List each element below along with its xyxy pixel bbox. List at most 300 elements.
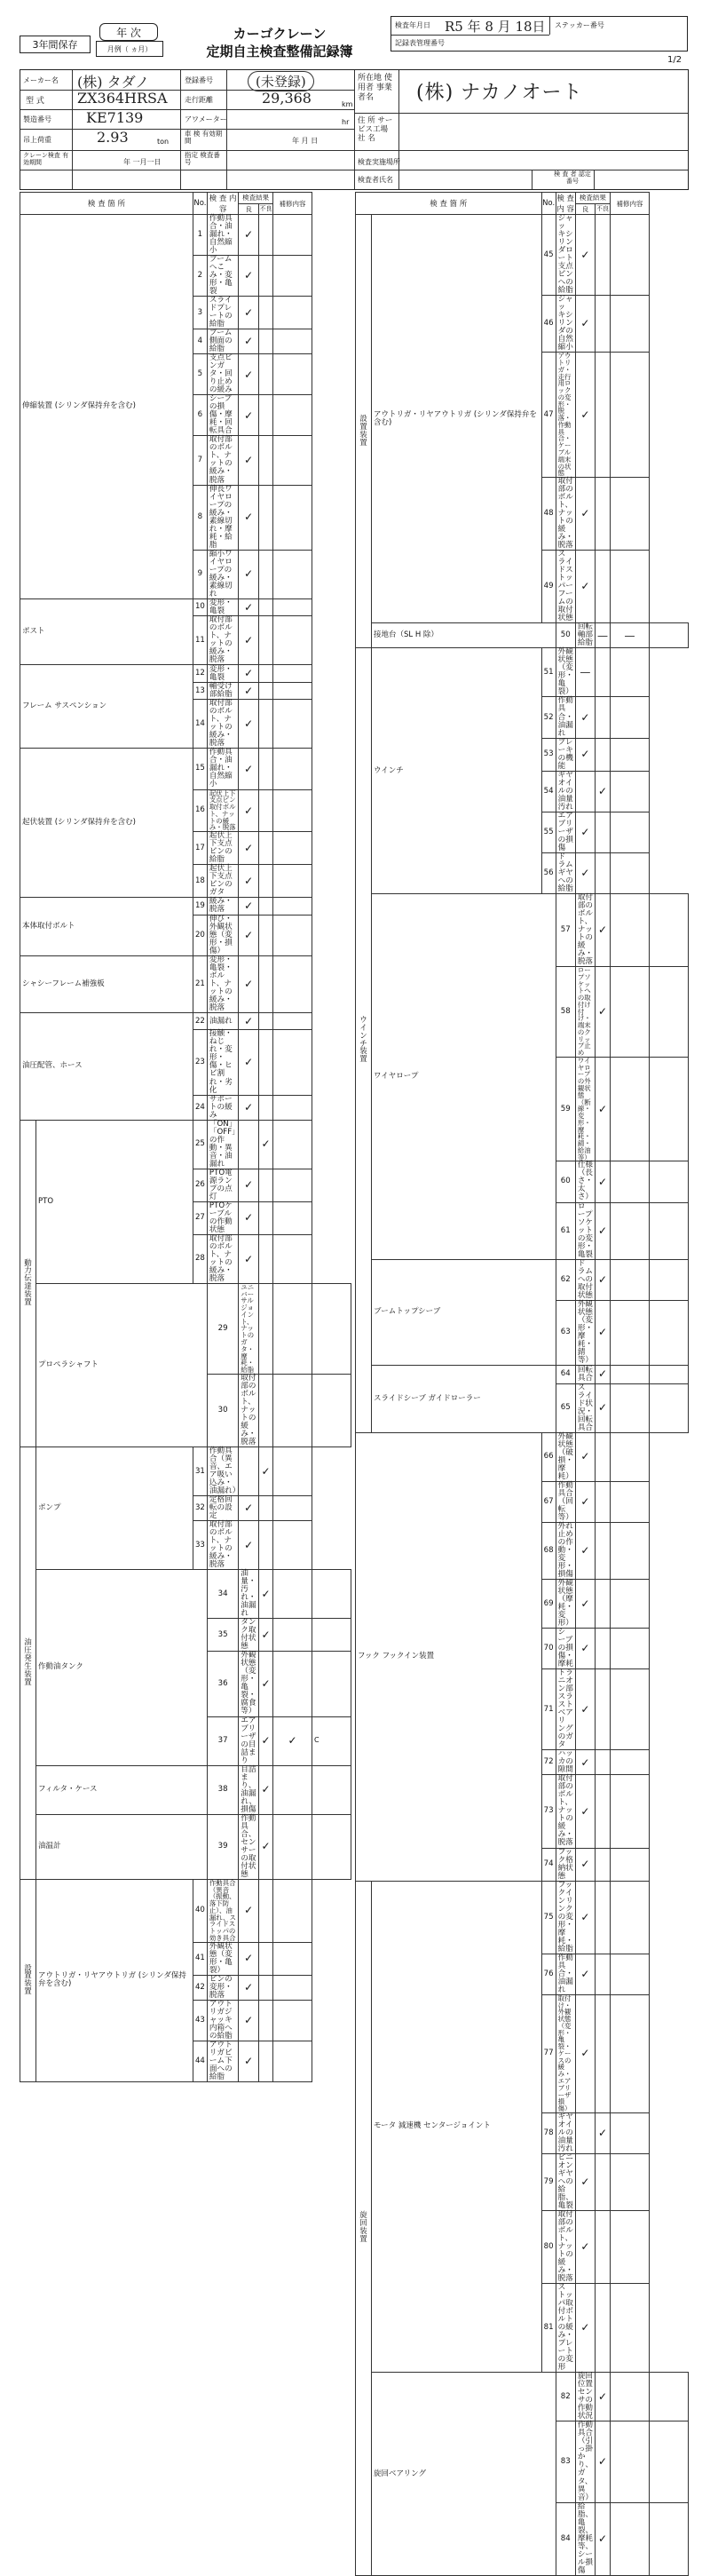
item-content: フック格納状態 (556, 1848, 575, 1881)
good-header: 良 (239, 203, 259, 215)
mileage-label: 走行距離 (185, 96, 213, 104)
item-content: 外観状態（破損・摩耗） (556, 1432, 575, 1481)
result-bad[interactable] (259, 898, 273, 915)
item-number: 37 (207, 1716, 238, 1765)
result-bad[interactable] (259, 354, 273, 395)
table-row (20, 1765, 351, 1814)
remark (312, 1283, 351, 1374)
item-number: 53 (541, 738, 556, 771)
result-good[interactable]: ✓ (575, 1775, 595, 1848)
item-content: 旋回位置センサの作動状況 (575, 2373, 595, 2421)
item-content: 回転具合 (575, 1365, 595, 1383)
group-label: ウインチ (372, 648, 542, 893)
result-bad[interactable] (259, 955, 273, 1012)
item-number: 40 (193, 1879, 207, 1942)
result-good[interactable]: ✓ (575, 1432, 595, 1481)
remark (312, 1814, 351, 1879)
result-good[interactable]: ✓ (239, 215, 259, 256)
result-bad[interactable] (596, 1669, 611, 1750)
table-row (356, 623, 689, 648)
remark (273, 915, 312, 955)
result-bad[interactable] (259, 915, 273, 955)
result-bad[interactable] (596, 1750, 611, 1775)
result-bad[interactable] (611, 1202, 650, 1259)
result-bad[interactable] (596, 738, 611, 771)
item-content: 取付け・外観状態（変形・亀裂・ケースの緩み・エアブリーザ損傷） (556, 1994, 575, 2112)
table-row (356, 215, 689, 296)
remark (611, 1669, 650, 1750)
remark (273, 832, 312, 865)
remark (273, 2000, 312, 2041)
result-good[interactable]: ✓ (596, 2373, 611, 2421)
result-bad[interactable] (259, 616, 273, 665)
result-bad[interactable] (596, 1432, 611, 1481)
item-number: 83 (556, 2421, 575, 2502)
item-content: 起伏上下支点ピンのガタ (207, 865, 238, 898)
load-value: 2.93 (97, 129, 129, 146)
result-bad[interactable]: ✓ (596, 2112, 611, 2153)
result-bad[interactable]: ✓ (259, 1447, 273, 1495)
result-good[interactable]: ✓ (239, 700, 259, 749)
result-bad[interactable] (259, 1095, 273, 1120)
item-content: ユニバーサルジョイント、ナットのガタ・摩耗・給脂 (239, 1283, 259, 1374)
item-number: 70 (541, 1629, 556, 1669)
result-good[interactable]: ✓ (575, 353, 595, 478)
item-number: 74 (541, 1848, 556, 1881)
result-good[interactable]: ✓ (239, 354, 259, 395)
result-bad[interactable] (611, 1365, 650, 1383)
result-bad[interactable] (259, 1496, 273, 1521)
item-content: ジャッキシリンダロート支点ピンへの給脂 (556, 215, 575, 296)
result-good[interactable]: ✓ (575, 1750, 595, 1775)
result-good[interactable]: ✓ (596, 2502, 611, 2575)
result-good[interactable]: ✓ (259, 1765, 273, 1814)
good-header: 良 (575, 203, 595, 215)
result-bad[interactable] (259, 395, 273, 436)
result-good[interactable]: ✓ (596, 1057, 611, 1161)
result-bad[interactable] (611, 1057, 650, 1161)
result-good[interactable]: ✓ (239, 436, 259, 485)
result-bad[interactable] (259, 789, 273, 832)
item-number: 13 (193, 682, 207, 700)
result-good[interactable]: ✓ (239, 789, 259, 832)
result-good[interactable]: ✓ (259, 1652, 273, 1716)
result-good[interactable]: ✓ (259, 1814, 273, 1879)
result-good[interactable]: ✓ (239, 832, 259, 865)
result-good[interactable]: ✓ (575, 2284, 595, 2373)
result-good[interactable]: ✓ (575, 1579, 595, 1628)
result-good[interactable]: ✓ (575, 1954, 595, 1994)
result-bad[interactable] (259, 1234, 273, 1283)
result-good[interactable]: ✓ (239, 256, 259, 297)
remarks-header: 補修内容 (273, 193, 312, 215)
result-bad[interactable] (273, 1765, 312, 1814)
result-bad[interactable] (611, 966, 650, 1057)
item-number: 79 (541, 2153, 556, 2210)
result-bad[interactable] (596, 2153, 611, 2210)
item-number: 43 (193, 2000, 207, 2041)
result-bad[interactable] (259, 550, 273, 598)
result-bad[interactable] (259, 485, 273, 550)
result-good[interactable]: ✓ (239, 1169, 259, 1201)
result-bad[interactable] (596, 697, 611, 738)
result-good[interactable]: ✓ (239, 1201, 259, 1234)
result-bad[interactable] (259, 1879, 273, 1942)
result-bad[interactable]: — (611, 623, 650, 648)
result-good[interactable]: ✓ (259, 1716, 273, 1765)
result-good[interactable]: ✓ (575, 1881, 595, 1954)
item-content: 外れ止めの作動・変形・損傷 (556, 1522, 575, 1579)
item-number: 23 (193, 1030, 207, 1095)
item-number: 71 (541, 1669, 556, 1750)
result-bad[interactable] (611, 1383, 650, 1432)
result-bad[interactable] (259, 215, 273, 256)
result-good[interactable] (239, 1120, 259, 1169)
table-row (20, 1879, 351, 1942)
item-number: 76 (541, 1954, 556, 1994)
group-label: PTO (36, 1120, 193, 1283)
result-bad[interactable] (611, 1161, 650, 1202)
serial-label: 製造番号 (23, 115, 51, 123)
item-content: ピンの変形・脱落 (207, 1975, 238, 2000)
item-content: 油漏れ (207, 1012, 238, 1030)
item-content: 支点ピンガタ・回り止めの緩み (207, 354, 238, 395)
address-label: 住 所 サービス工場 社 名 (358, 116, 393, 144)
result-bad[interactable] (596, 852, 611, 893)
item-number: 41 (193, 1942, 207, 1975)
outer-group-label: 動力伝達装置 (20, 1120, 36, 1447)
result-bad[interactable] (273, 1814, 312, 1879)
result-bad[interactable] (596, 812, 611, 852)
location-header: 検 査 箇 所 (20, 193, 193, 215)
outer-group-label: 設置装置 (20, 1879, 36, 2081)
result-bad[interactable]: ✓ (596, 771, 611, 812)
result-bad[interactable] (596, 1775, 611, 1848)
result-good[interactable]: ✓ (575, 812, 595, 852)
result-bad[interactable] (259, 700, 273, 749)
result-bad[interactable] (596, 1881, 611, 1954)
remark (611, 1579, 650, 1628)
result-good[interactable]: ✓ (239, 665, 259, 683)
result-good[interactable]: ✓ (239, 749, 259, 789)
site-label: 検査実施場所 (358, 158, 400, 166)
result-good[interactable]: ✓ (575, 1629, 595, 1669)
result-good[interactable]: ✓ (596, 1383, 611, 1432)
result-good[interactable]: ✓ (575, 697, 595, 738)
result-good[interactable]: ✓ (575, 478, 595, 551)
result-good[interactable]: ✓ (239, 898, 259, 915)
item-number: 34 (207, 1570, 238, 1619)
remark (611, 353, 650, 478)
remark (611, 296, 650, 353)
result-bad[interactable] (273, 1652, 312, 1716)
result-good[interactable]: ✓ (596, 893, 611, 966)
remark (650, 2421, 689, 2502)
item-content: 伸び・外観状態（変形・損傷） (207, 915, 238, 955)
remark (650, 893, 689, 966)
result-good[interactable]: ✓ (239, 1975, 259, 2000)
result-good[interactable]: ✓ (575, 1669, 595, 1750)
result-good[interactable]: ✓ (239, 329, 259, 354)
item-content: 取付部のボルト、ナットの緩み・脱落 (239, 1374, 259, 1447)
result-good[interactable]: ✓ (239, 395, 259, 436)
item-content: 縮小ワイヤロープの緩み・素線切れ (207, 550, 238, 598)
item-content: 外観状態（変形・亀裂・腐食等） (239, 1652, 259, 1716)
model-value: ZX364HRSA (77, 90, 168, 107)
table-row (356, 1259, 689, 1300)
result-good[interactable] (259, 1374, 273, 1447)
result-bad[interactable] (596, 478, 611, 551)
item-content: 外観状態（変形・亀裂） (556, 648, 575, 697)
remark (312, 1652, 351, 1716)
item-content: 伸長ワイヤロープの緩み・素線切れ・摩耗・給脂 (207, 485, 238, 550)
result-good[interactable]: ✓ (575, 1522, 595, 1579)
remark (273, 665, 312, 683)
result-good[interactable]: ✓ (596, 1259, 611, 1300)
result-bad[interactable] (259, 256, 273, 297)
result-bad[interactable] (259, 1201, 273, 1234)
result-bad[interactable] (259, 1942, 273, 1975)
result-bad[interactable] (259, 2041, 273, 2081)
result-bad[interactable] (259, 1975, 273, 2000)
result-good[interactable]: ✓ (239, 1012, 259, 1030)
result-good[interactable]: ✓ (239, 1234, 259, 1283)
no-header: No. (541, 193, 556, 215)
table-row (356, 1432, 689, 1481)
item-content: 取付部のボルト、ナットの緩み・脱落 (207, 616, 238, 665)
item-content: トラニオン部スラストベアリングのガタ (556, 1669, 575, 1750)
result-good[interactable]: ✓ (239, 865, 259, 898)
group-label: 油圧配管、ホース (20, 1012, 193, 1120)
item-content: 外観状態（変形・摩耗・錆等） (575, 1300, 595, 1365)
designation-label: 指定 検査番号 (185, 151, 220, 167)
result-bad[interactable] (259, 297, 273, 329)
result-bad[interactable] (259, 1169, 273, 1201)
item-content: エアブリーザの損傷 (556, 812, 575, 852)
result-good[interactable]: ✓ (575, 551, 595, 623)
remark (273, 789, 312, 832)
mileage-unit: km (342, 100, 353, 108)
result-bad[interactable] (259, 749, 273, 789)
item-content: 取付部のボルト、ナットの緩み・脱落 (556, 1775, 575, 1848)
result-good[interactable]: ✓ (575, 1848, 595, 1881)
result-good[interactable] (259, 1283, 273, 1374)
result-bad[interactable] (273, 1374, 312, 1447)
result-good[interactable]: ✓ (239, 1496, 259, 1521)
result-bad[interactable] (259, 1030, 273, 1095)
vehicle-validity-value: 年 月 日 (292, 137, 319, 145)
result-good[interactable]: ✓ (239, 1030, 259, 1095)
item-content: ロープソケットへの取付け付け・端末のクリップ止め (575, 966, 595, 1057)
group-label: フィルタ・ケース (36, 1765, 208, 1814)
item-content: ロープソケットの変形・亀裂 (575, 1202, 595, 1259)
result-good[interactable]: ✓ (596, 1300, 611, 1365)
result-good[interactable]: ✓ (575, 738, 595, 771)
item-content: 作動具合・油漏れ・自然縮小 (207, 749, 238, 789)
result-good[interactable]: ✓ (575, 1481, 595, 1522)
item-content: ジャッキシリンダの自然縮小 (556, 296, 575, 353)
result-good[interactable]: ✓ (239, 955, 259, 1012)
item-number: 46 (541, 296, 556, 353)
remark (273, 436, 312, 485)
item-content: 取付部のボルト、ナットの緩み・脱落 (207, 700, 238, 749)
item-number: 51 (541, 648, 556, 697)
result-bad[interactable] (611, 1300, 650, 1365)
result-good[interactable]: ✓ (575, 1994, 595, 2112)
remark (273, 297, 312, 329)
result-good[interactable]: ✓ (596, 1202, 611, 1259)
maker-label: メーカー名 (23, 76, 59, 84)
remark (650, 2502, 689, 2575)
remark (312, 1570, 351, 1619)
result-good[interactable]: ✓ (575, 215, 595, 296)
result-bad[interactable] (596, 1994, 611, 2112)
result-bad[interactable] (596, 2210, 611, 2283)
result-bad[interactable] (596, 2284, 611, 2373)
result-good[interactable]: ✓ (239, 1521, 259, 1570)
result-bad[interactable] (273, 1283, 312, 1374)
remark (650, 1300, 689, 1365)
retention-badge: 3年間保存 (20, 36, 91, 53)
result-bad[interactable] (596, 1481, 611, 1522)
vehicle-validity-label: 車 検 有効期間 (185, 130, 223, 146)
result-bad[interactable] (596, 215, 611, 296)
item-number: 20 (193, 915, 207, 955)
result-good[interactable]: ✓ (259, 1619, 273, 1652)
remark (312, 1765, 351, 1814)
result-bad[interactable] (596, 1954, 611, 1994)
result-good[interactable]: — (596, 623, 611, 648)
crane-validity-label: クレーン検査 有効期間 (23, 152, 69, 167)
result-bad[interactable] (611, 2421, 650, 2502)
item-number: 54 (541, 771, 556, 812)
result-good[interactable]: ✓ (239, 2000, 259, 2041)
title-line-2: 定期自主検査整備記録簿 (206, 44, 353, 59)
item-number: 36 (207, 1652, 238, 1716)
result-bad[interactable]: ✓ (273, 1716, 312, 1765)
item-content: ハッカの隙間 (556, 1750, 575, 1775)
remark (611, 852, 650, 893)
result-good[interactable]: ✓ (596, 966, 611, 1057)
result-good[interactable]: ✓ (239, 1095, 259, 1120)
result-bad[interactable] (259, 682, 273, 700)
item-content: サポートの緩み (207, 1095, 238, 1120)
result-good[interactable]: ✓ (575, 296, 595, 353)
result-bad[interactable] (259, 665, 273, 683)
result-bad[interactable] (596, 648, 611, 697)
remark (611, 215, 650, 296)
load-label: 吊上荷重 (23, 136, 51, 144)
inspection-date-label: 検査年月日 (395, 21, 430, 29)
result-bad[interactable] (273, 1570, 312, 1619)
result-bad[interactable] (259, 1521, 273, 1570)
result-bad[interactable] (611, 893, 650, 966)
item-content: PTOケーブルの作動状態 (207, 1201, 238, 1234)
item-number: 63 (556, 1300, 575, 1365)
result-bad[interactable]: ✓ (259, 1120, 273, 1169)
remark (611, 1629, 650, 1669)
result-good[interactable]: ✓ (239, 297, 259, 329)
remark (611, 1481, 650, 1522)
item-number: 39 (207, 1814, 238, 1879)
table-row (20, 1012, 351, 1030)
item-number: 65 (556, 1383, 575, 1432)
result-bad[interactable] (611, 2502, 650, 2575)
remark (273, 1012, 312, 1030)
item-number: 27 (193, 1201, 207, 1234)
result-good[interactable]: ✓ (239, 1942, 259, 1975)
result-good[interactable] (575, 771, 595, 812)
result-bad[interactable] (596, 296, 611, 353)
result-good[interactable]: ✓ (575, 2153, 595, 2210)
remark (273, 1169, 312, 1201)
result-good[interactable]: ✓ (596, 2421, 611, 2502)
result-bad[interactable] (596, 353, 611, 478)
result-good[interactable] (575, 2112, 595, 2153)
item-number: 14 (193, 700, 207, 749)
result-bad[interactable] (611, 1259, 650, 1300)
result-good[interactable]: ✓ (239, 915, 259, 955)
table-row (356, 2373, 689, 2421)
result-bad[interactable] (611, 2373, 650, 2421)
item-content: 起伏上下支点ピン取付ボルト、ナットの緩み・脱落 (207, 789, 238, 832)
result-good[interactable]: — (575, 648, 595, 697)
result-good[interactable] (239, 1447, 259, 1495)
remark (611, 697, 650, 738)
result-good[interactable]: ✓ (239, 1879, 259, 1942)
result-bad[interactable] (259, 2000, 273, 2041)
item-number: 67 (541, 1481, 556, 1522)
result-bad[interactable] (596, 1629, 611, 1669)
result-bad[interactable] (259, 865, 273, 898)
table-row (356, 893, 689, 966)
result-good[interactable]: ✓ (239, 550, 259, 598)
result-good[interactable]: ✓ (239, 682, 259, 700)
item-number: 15 (193, 749, 207, 789)
result-bad[interactable] (259, 329, 273, 354)
result-bad[interactable] (596, 1848, 611, 1881)
result-bad[interactable] (596, 1522, 611, 1579)
result-bad[interactable] (259, 598, 273, 616)
result-good[interactable]: ✓ (239, 616, 259, 665)
item-content: ギヤオイルの油量 汚れ (556, 2112, 575, 2153)
item-number: 45 (541, 215, 556, 296)
remark (273, 329, 312, 354)
owner-value: (株) ナカノオート (416, 82, 583, 104)
result-good[interactable]: ✓ (575, 2210, 595, 2283)
result-bad[interactable] (596, 1579, 611, 1628)
item-content: ドラムギヤへの給脂 (556, 852, 575, 893)
result-bad[interactable] (273, 1619, 312, 1652)
result-bad[interactable] (259, 436, 273, 485)
item-content: スライドプレートの給脂 (207, 297, 238, 329)
remark (273, 700, 312, 749)
item-content: 油量・汚れ・油漏れ (239, 1570, 259, 1619)
result-bad[interactable] (596, 551, 611, 623)
result-good[interactable]: ✓ (596, 1365, 611, 1383)
item-number: 49 (541, 551, 556, 623)
monthly-label: 月例（ ヵ月） (96, 41, 163, 57)
result-good[interactable]: ✓ (259, 1570, 273, 1619)
result-bad[interactable] (259, 832, 273, 865)
result-good[interactable]: ✓ (239, 598, 259, 616)
result-good[interactable]: ✓ (239, 2041, 259, 2081)
result-good[interactable]: ✓ (575, 852, 595, 893)
remark (611, 2284, 650, 2373)
result-bad[interactable] (259, 1012, 273, 1030)
result-good[interactable]: ✓ (239, 485, 259, 550)
result-good[interactable]: ✓ (596, 1161, 611, 1202)
